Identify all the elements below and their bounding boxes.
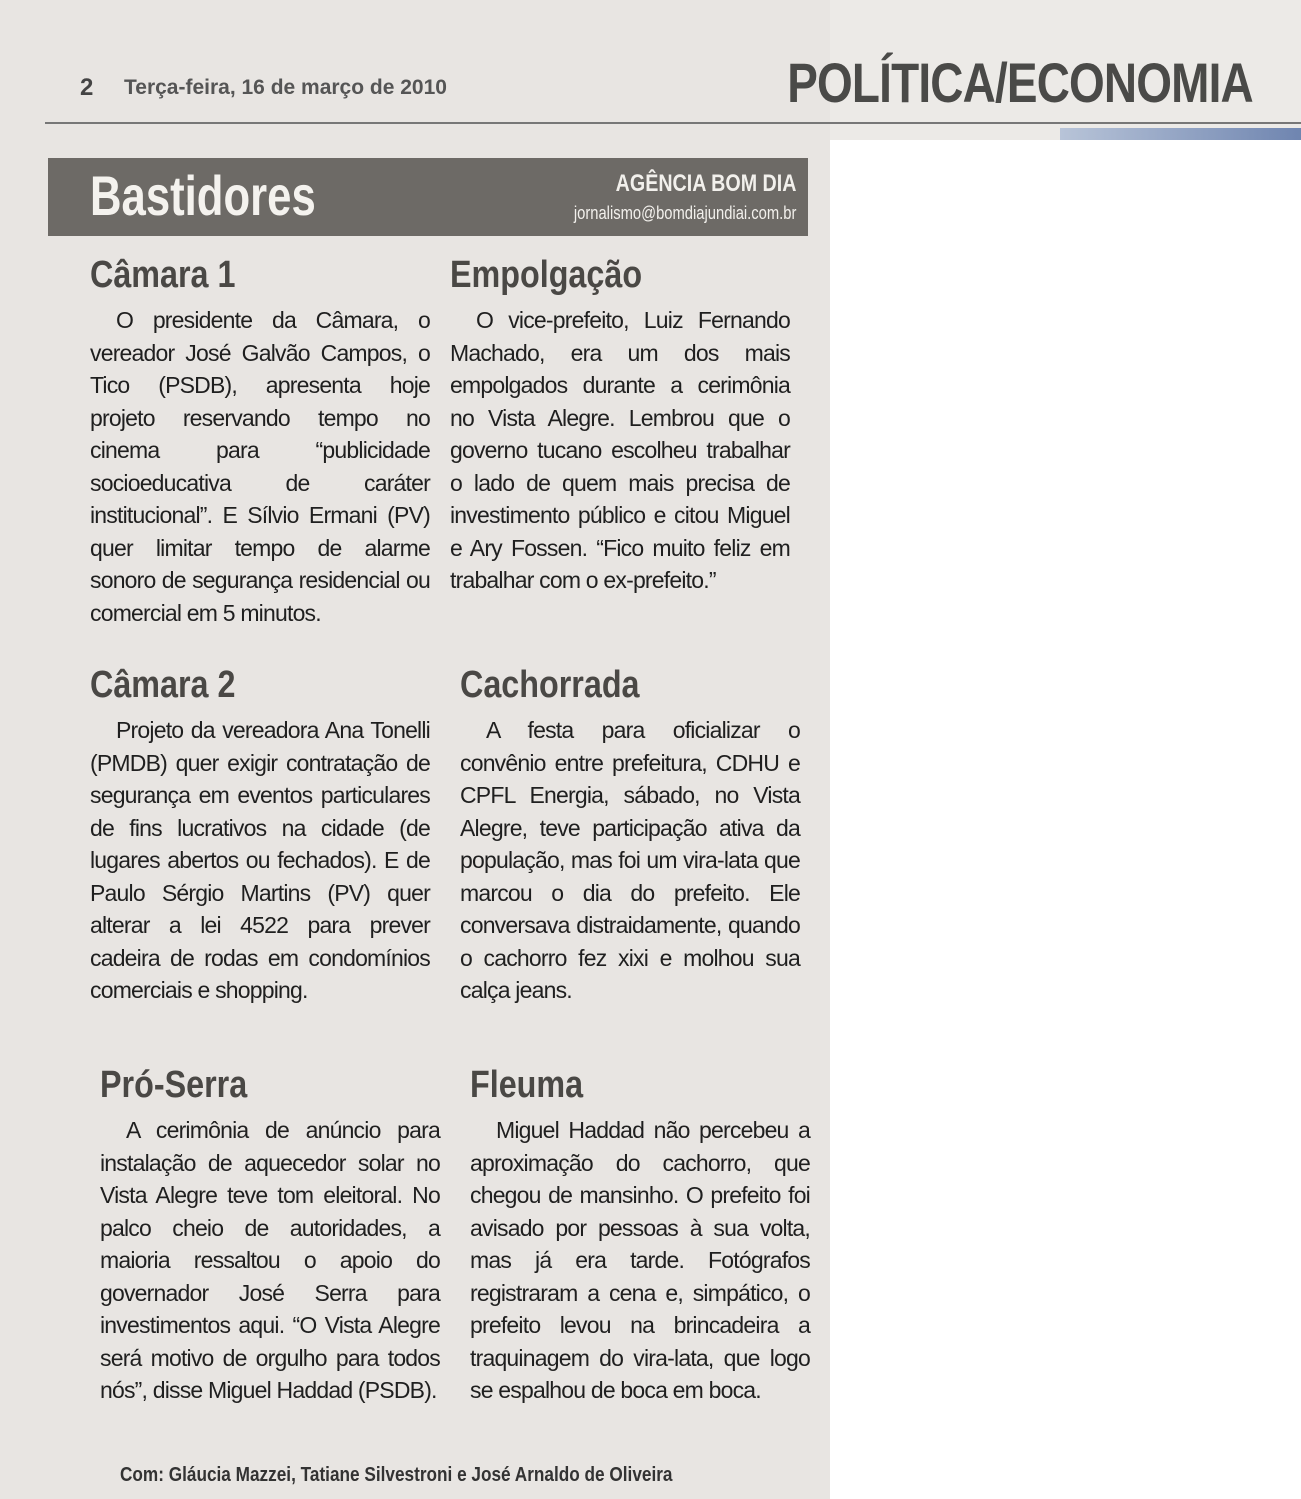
article-text: O presidente da Câmara, o vereador José Galvão Campos, o Tico (PSDB), apresenta hoje projeto reservando tempo no cinema para “publicidade socioeducativa de caráter institucional”. E Sílvio Ermani (PV) quer limitar tempo de alarme sonoro de segurança residencial ou comercial em 5 minutos. [90,307,430,626]
page-number: 2 [80,74,94,101]
credits: Com: Gláucia Mazzei, Tatiane Silvestroni e José Arnaldo de Oliveira [120,1464,673,1486]
column-title: Bastidores [90,164,316,227]
article-text: A cerimônia de anúncio para instalação de aquecedor solar no Vista Alegre teve tom eleitoral. No palco cheio de autoridades, a maioria ressaltou o apoio do governador José Serra para investimentos aqui. “O Vista Alegre será motivo de orgulho para todos nós”, disse Miguel Haddad (PSDB). [100,1117,440,1403]
article-title: Pró-Serra [100,1064,248,1106]
article-cachorrada [460,662,800,1007]
article-title: Empolgação [450,254,643,296]
article-text: Projeto da vereadora Ana Tonelli (PMDB) quer exigir contratação de segurança em eventos particulares de fins lucrativos na cidade (de lugares abertos ou fechados). E de Paulo Sérgio Martins (PV) quer alterar a lei 4522 para prever cadeira de rodas em condomínios comerciais e shopping. [90,717,430,1003]
article-text: O vice-prefeito, Luiz Fernando Machado, era um dos mais empolgados durante a cerimônia no Vista Alegre. Lembrou que o governo tucano escolheu trabalhar o lado de quem mais precisa de investimento público e citou Miguel e Ary Fossen. “Fico muito feliz em trabalhar com o ex-prefeito.” [450,307,790,593]
article-text: Miguel Haddad não percebeu a aproximação do cachorro, que chegou de mansinho. O prefeito foi avisado por pessoas à sua volta, mas já era tarde. Fotógrafos registraram a cena e, simpático, o prefeito levou na brincadeira a traquinagem do vira-lata, que logo se espalhou de boca em boca. [470,1117,810,1403]
article-title: Câmara 2 [90,664,236,706]
article-text: A festa para oficializar o convênio entre prefeitura, CDHU e CPFL Energia, sábado, no Vista Alegre, teve participação ativa da população, mas foi um vira-lata que marcou o dia do prefeito. Ele conversava distraidamente, quando o cachorro fez xixi e molhou sua calça jeans. [460,717,800,1003]
article-title: Fleuma [470,1064,584,1106]
article-fleuma [470,1062,810,1407]
article-title: Câmara 1 [90,254,236,296]
article-title: Cachorrada [460,664,640,706]
article-camara-1 [90,252,430,629]
section-title: POLÍTICA/ECONOMIA [787,51,1253,114]
issue-date: Terça-feira, 16 de março de 2010 [124,76,447,99]
article-empolgacao [450,252,790,597]
header-rule [45,122,1301,124]
agency-name: AGÊNCIA BOM DIA [615,170,796,197]
agency-email: jornalismo@bomdiajundiai.com.br [573,203,796,223]
color-strip [1060,128,1301,140]
article-camara-2 [90,662,430,1007]
article-pro-serra [100,1062,440,1407]
blank-area [830,140,1301,1499]
